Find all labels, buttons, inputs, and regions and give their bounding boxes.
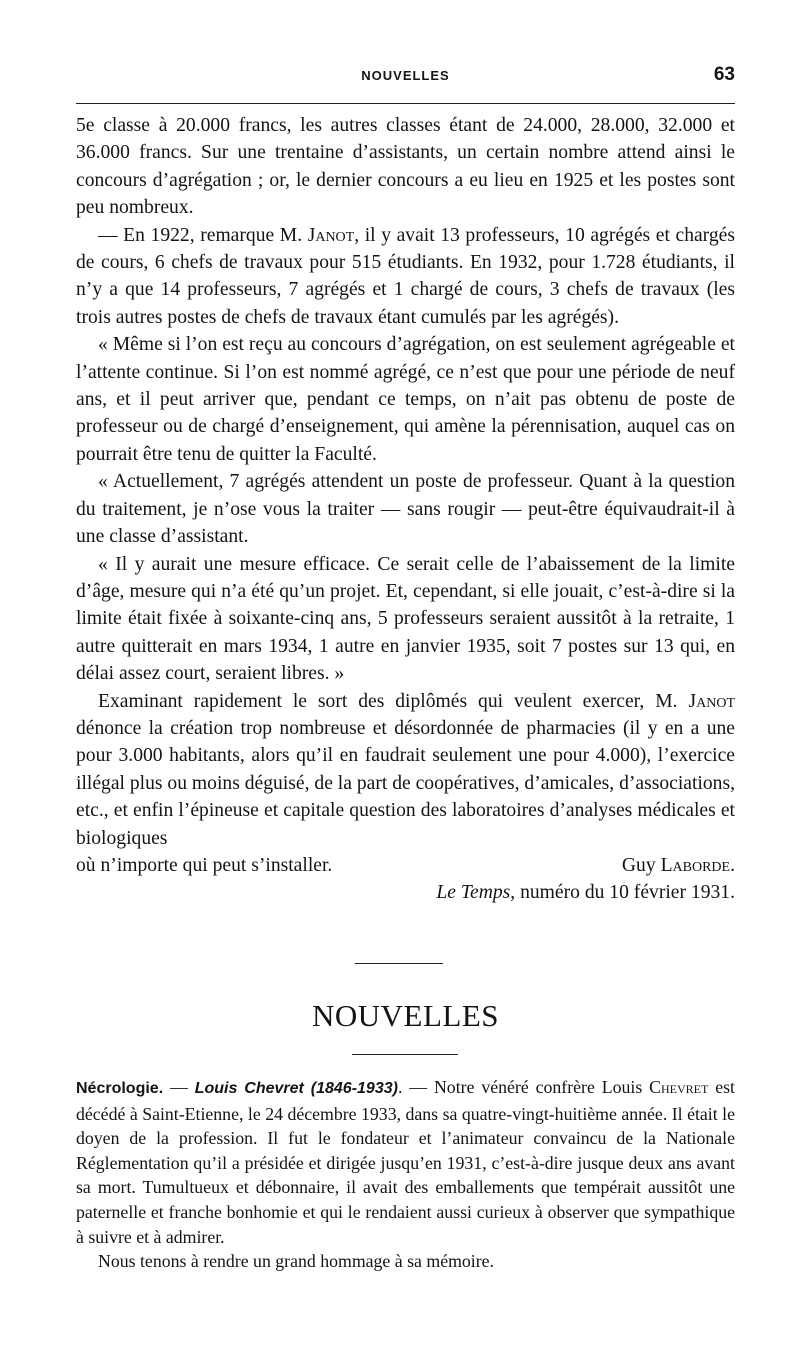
section-title: NOUVELLES bbox=[311, 998, 500, 1033]
separator-rule bbox=[355, 963, 443, 964]
news-item bbox=[76, 1075, 735, 1274]
author-name-janot-2: Janot bbox=[688, 690, 735, 712]
paragraph-6-end: dénonce la création trop nombreuse et désordonnée de pharmacies (il y en a une pour 3.000 habitants, alors qu’il en faudrait seulement une pour 4.000), l’exercice illégal plus ou moins déguisé, de la part de coopératives, d’amicales, d’associations, etc., et enfin l’épineuse et capitale question des laboratoires d’analyses médicales et biologiques bbox=[76, 717, 735, 849]
paragraph-3: « Même si l’on est reçu au concours d’agrégation, on est seulement agrégeable et l’attente continue. Si l’on est nommé agrégé, ce n’est que pour une période de neuf ans, et il peut arriver que, pendant ce temps, on n’ait pas obtenu de poste de professeur ou de chargé d’enseignement, qui amène la pérennisation, auquel cas on pourrait être tenu de quitter la Faculté. bbox=[76, 334, 735, 465]
obituary-paragraph bbox=[76, 1075, 735, 1249]
title-underline bbox=[352, 1054, 458, 1055]
page-number: 63 bbox=[713, 64, 735, 85]
signature-first-name: Guy bbox=[621, 854, 656, 876]
article-body bbox=[76, 112, 735, 907]
header-rule bbox=[76, 103, 735, 104]
news-dash: — bbox=[170, 1077, 188, 1097]
signature bbox=[622, 852, 735, 879]
source-date: , numéro du 10 février 1931. bbox=[510, 882, 735, 904]
signature-line bbox=[76, 852, 735, 879]
news-heading: Nécrologie. bbox=[76, 1080, 164, 1097]
obituary-surname: Chevret bbox=[649, 1077, 709, 1097]
paragraph-2-start: — En 1922, remarque M. bbox=[98, 224, 303, 246]
closing-paragraph: Nous tenons à rendre un grand hommage à sa mémoire. bbox=[98, 1251, 495, 1272]
running-head: NOUVELLES bbox=[361, 68, 450, 83]
source-newspaper: Le Temps bbox=[436, 882, 511, 904]
source-citation bbox=[76, 879, 735, 906]
paragraph-2 bbox=[76, 222, 735, 332]
paragraph-1: 5e classe à 20.000 francs, les autres classes étant de 24.000, 28.000, 32.000 et 36.000 francs. Sur une trentaine d’assistants, un certain nombre attend ainsi le concours d’agrégation ; or, le dernier concours a eu lieu en 1925 et les postes sont peu nombreux. bbox=[76, 115, 735, 219]
paragraph-4: « Actuellement, 7 agrégés attendent un poste de professeur. Quant à la question du traitement, je n’ose vous la traiter — sans rougir — peut-être équivaudrait-il à une classe d’assistant. bbox=[76, 471, 735, 548]
signature-last-name: Laborde. bbox=[660, 854, 735, 876]
paragraph-6-start: Examinant rapidement le sort des diplômés qui veulent exercer, M. bbox=[98, 690, 678, 712]
paragraph-6 bbox=[76, 688, 735, 852]
page-header bbox=[76, 64, 735, 94]
paragraph-5: « Il y aurait une mesure efficace. Ce serait celle de l’abaissement de la limite d’âge, mesure qui n’a été qu’un projet. Et, cependant, si elle jouait, c’est-à-dire si la limite était fixée à soixante-cinq ans, 5 professeurs seraient aussitôt à la retraite, 1 autre quitterait en mars 1934, 1 autre en janvier 1935, soit 7 postes sur 13 qui, en délai assez court, seraient libres. » bbox=[76, 553, 735, 685]
author-name-janot: Janot bbox=[307, 224, 355, 246]
obituary-body: est décédé à Saint-Etienne, le 24 décembre 1933, dans sa quatre-vingt-huitième année. Il était le doyen de la profession. Il fut le fondateur et l’animateur convaincu de la Nationale Réglementation qu’il a présidée et dirigée jusqu’en 1931, c’est-à-dire jusque deux ans avant sa mort. Tumultueux et débonnaire, il avait des emballements que tempérait aussitôt une paternelle et franche bonhomie et qui le rendaient aussi curieux à observer que sympathique à suivre et à admirer. bbox=[76, 1077, 736, 1247]
obituary-lead: . — Notre vénéré confrère Louis bbox=[397, 1077, 643, 1097]
obituary-name: Louis Chevret (1846-1933) bbox=[194, 1080, 398, 1097]
paragraph-2-end: , il y avait 13 professeurs, 10 agrégés et chargés de cours, 6 chefs de travaux pour 515 étudiants. En 1932, pour 1.728 étudiants, il n’y a que 14 professeurs, 7 agrégés et 1 chargé de cours, 3 chefs de travaux (les trois autres postes de chefs de travaux étant cumulés par les agrégés). bbox=[76, 224, 735, 328]
paragraph-6-last: où n’importe qui peut s’installer. bbox=[76, 854, 333, 876]
